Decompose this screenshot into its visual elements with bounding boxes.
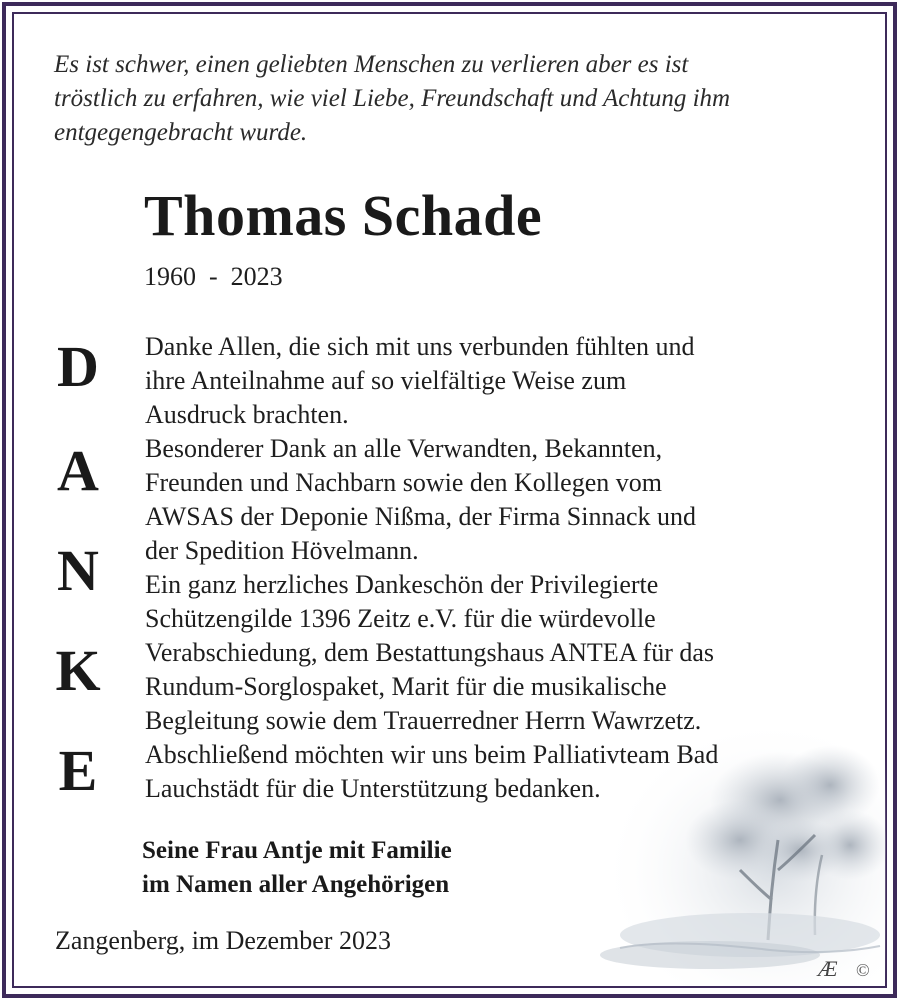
body-line: AWSAS der Deponie Nißma, der Firma Sinnack und [145,502,697,531]
deceased-name: Thomas Schade [144,183,543,248]
thank-you-text [145,330,855,806]
body-line: ihre Anteilnahme auf so vielfältige Weise zum [145,366,627,395]
signature-block [142,834,452,902]
artist-mark: Æ [818,956,838,981]
body-line: Begleitung sowie dem Trauerredner Herrn Wawrzetz. [145,706,702,735]
body-line: der Spedition Hövelmann. [145,536,419,565]
body-line: Besonderer Dank an alle Verwandten, Bekannten, [145,434,663,463]
body-line: Ein ganz herzliches Dankeschön der Privilegierte [145,570,659,599]
body-line: Danke Allen, die sich mit uns verbunden fühlten und [145,332,695,361]
quote-line: tröstlich zu erfahren, wie viel Liebe, Freundschaft und Achtung ihm [54,85,731,112]
body-line: Verabschiedung, dem Bestattungshaus ANTEA für das [145,638,715,667]
body-line: Schützengilde 1396 Zeitz e.V. für die würdevolle [145,604,656,633]
body-line: Abschließend möchten wir uns beim Palliativteam Bad [145,740,719,769]
life-dates: 1960 - 2023 [144,262,283,291]
body-line: Ausdruck brachten. [145,400,349,429]
body-line: Rundum-Sorglospaket, Marit für die musikalische [145,672,667,701]
signature-line: Seine Frau Antje mit Familie [142,837,452,864]
opening-quote [54,48,844,150]
copyright-icon: © [856,960,870,980]
quote-line: Es ist schwer, einen geliebten Menschen zu verlieren aber es ist [54,51,689,78]
danke-letter-e: E [58,738,98,803]
signature-line: im Namen aller Angehörigen [142,871,450,898]
danke-letter-a: A [57,438,99,503]
quote-line: entgegengebracht wurde. [54,119,308,146]
danke-letter-n: N [57,538,99,603]
danke-letter-k: K [55,638,101,703]
place-and-date: Zangenberg, im Dezember 2023 [55,926,391,955]
danke-letter-d: D [57,334,99,399]
body-line: Freunden und Nachbarn sowie den Kollegen vom [145,468,662,497]
body-line: Lauchstädt für die Unterstützung bedanken. [145,774,601,803]
